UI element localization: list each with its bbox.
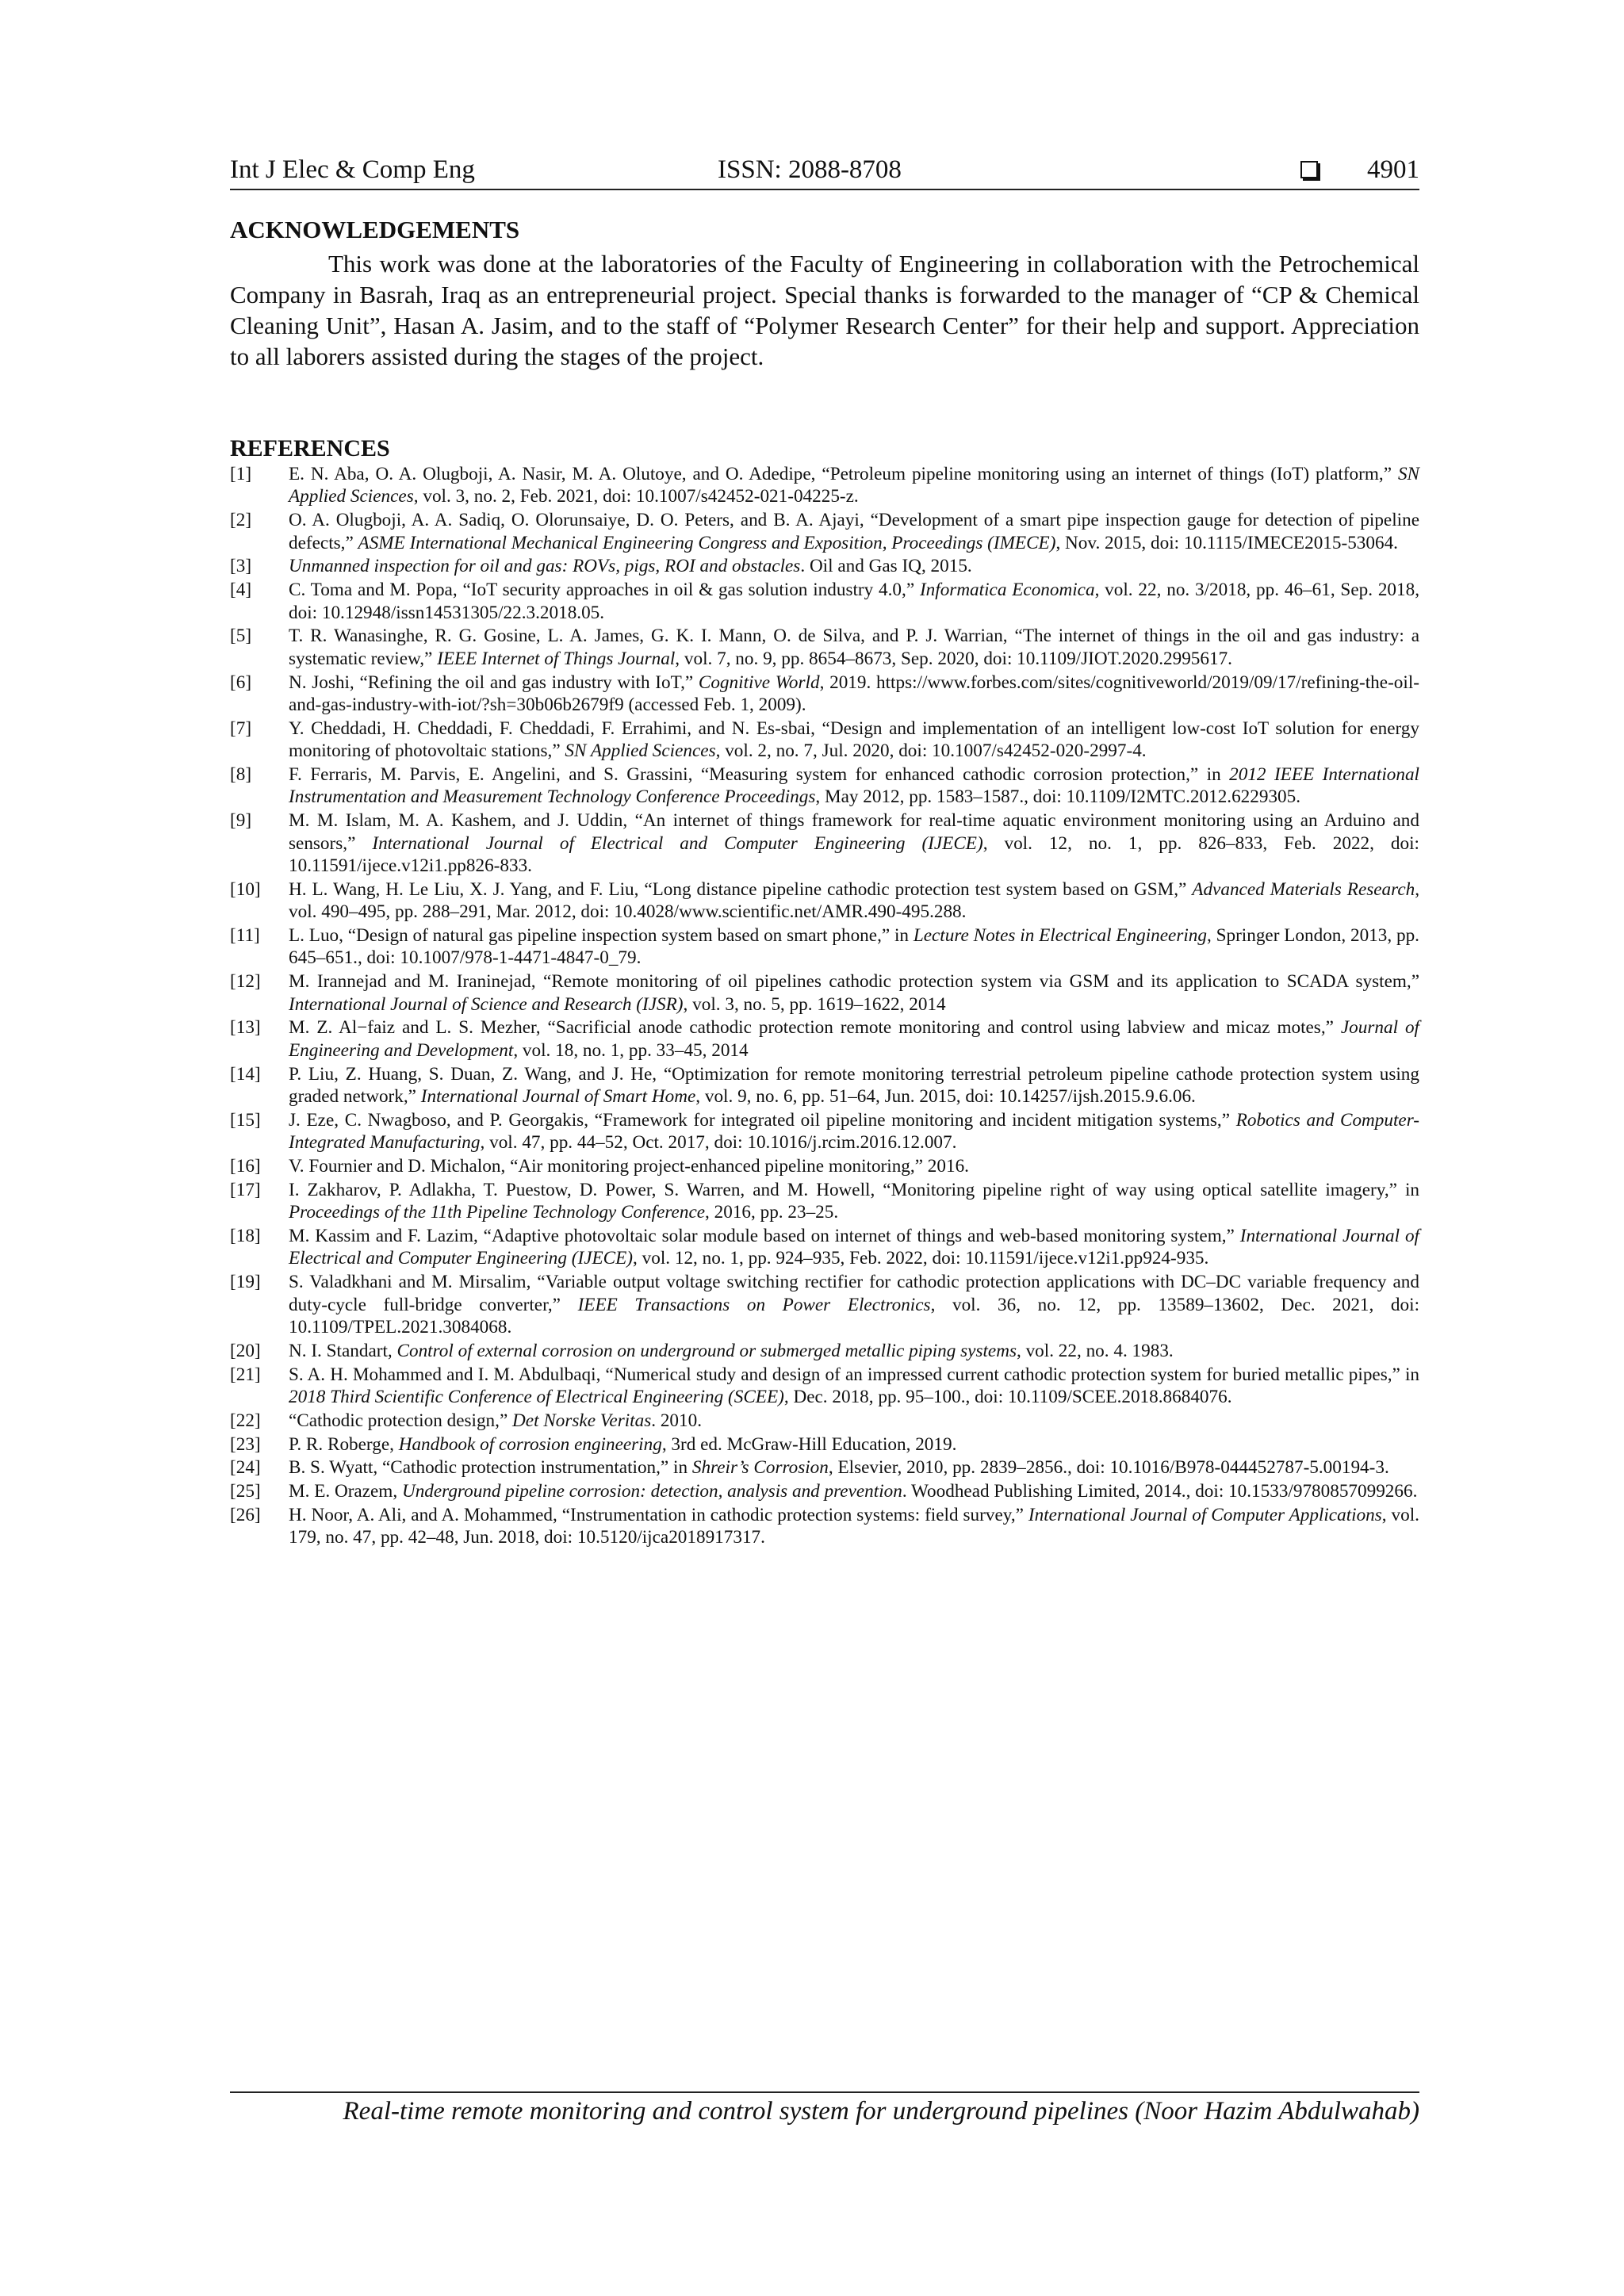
reference-text-part: , vol. 7, no. 9, pp. 8654–8673, Sep. 2020, doi: 10.1109/JIOT.2020.2995617. [675,648,1232,669]
reference-source-title: Advanced Materials Research [1192,878,1415,900]
acknowledgements-text: This work was done at the laboratories of the Faculty of Engineering in collaboration with the Petrochemical Company in Basrah, Iraq as an entrepreneurial project. Special thanks is forwarded to the manager of “CP & Chemical Cleaning Unit”, Hasan A. Jasim, and to the staff of “Polymer Research Center” for their help and support. Appreciation to all laborers assisted during the stages of the project. [230,250,1419,370]
reference-text [289,1109,1419,1154]
reference-text-part: O. A. Olugboji, A. A. Sadiq, O. Olorunsaiye, D. O. Peters, and B. A. Ajayi, “Development of a smart pipe inspection gauge for detection of pipeline defects,” [289,510,1419,553]
reference-text-part: F. Ferraris, M. Parvis, E. Angelini, and S. Grassini, “Measuring system for enhanced cathodic corrosion protection,” in [289,764,1230,786]
reference-number: [22] [230,1410,261,1431]
reference-text-part: , vol. 18, no. 1, pp. 33–45, 2014 [513,1039,749,1061]
reference-number: [19] [230,1272,261,1293]
reference-list [230,463,1419,1550]
reference-source-title: SN Applied Sciences [565,740,716,762]
reference-source-title: Lecture Notes in Electrical Engineering [913,925,1207,947]
reference-text-part: , vol. 2, no. 7, Jul. 2020, doi: 10.1007/s42452-020-2997-4. [715,740,1147,762]
reference-source-title: International Journal of Smart Home [420,1086,696,1108]
reference-number: [6] [230,672,252,693]
reference-source-title: Cognitive World [698,672,820,693]
reference-source-title: International Journal of Electrical and Computer Engineering (IJECE) [372,832,983,854]
reference-source-title: SN Applied Sciences [289,464,1419,507]
reference-text [289,1504,1419,1549]
page-footer: Real-time remote monitoring and control system for underground pipelines (Noor Hazim Abdulwahab) [343,2097,1419,2126]
reference-item [230,1480,1419,1502]
reference-number: [4] [230,580,252,601]
reference-text-part: , 2016, pp. 23–25. [705,1202,839,1223]
reference-source-title: International Journal of Computer Applications [1028,1505,1382,1526]
reference-number: [8] [230,764,252,786]
reference-text-part: . 2010. [651,1410,702,1431]
reference-text-part: N. Joshi, “Refining the oil and gas industry with IoT,” [289,672,699,693]
reference-item [230,1364,1419,1409]
reference-number: [7] [230,718,252,739]
reference-text-part: , Nov. 2015, doi: 10.1115/IMECE2015-53064. [1055,532,1398,553]
reference-item [230,1340,1419,1362]
reference-number: [9] [230,810,252,832]
footer-divider [230,2091,1419,2093]
reference-text-part: S. Valadkhani and M. Mirsalim, “Variable output voltage switching rectifier for cathodic protection applications with DC–DC variable frequency and duty-cycle full-bridge converter,” [289,1272,1419,1315]
reference-text-part: M. Kassim and F. Lazim, “Adaptive photovoltaic solar module based on internet of things and web-based monitoring system,” [289,1226,1240,1247]
reference-item [230,509,1419,554]
reference-text-part: , vol. 179, no. 47, pp. 42–48, Jun. 2018, doi: 10.5120/ijca2018917317. [289,1505,1419,1548]
reference-number: [13] [230,1017,261,1039]
reference-text-part: , vol. 12, no. 1, pp. 924–935, Feb. 2022, doi: 10.11591/ijece.v12i1.pp924-935. [633,1248,1209,1269]
reference-item [230,924,1419,970]
page-header [230,151,1419,190]
issn: ISSN: 2088-8708 [718,155,902,184]
reference-text-part: M. Irannejad and M. Iraninejad, “Remote monitoring of oil pipelines cathodic protection system via GSM and its application to SCADA system,” [289,971,1419,993]
reference-text [289,579,1419,624]
reference-text [289,809,1419,877]
reference-item [230,1504,1419,1549]
reference-text-part: S. A. H. Mohammed and I. M. Abdulbaqi, “Numerical study and design of an impressed current cathodic protection system for buried metallic pipes,” in [289,1364,1419,1385]
reference-number: [21] [230,1364,261,1385]
reference-item [230,970,1419,1016]
reference-text-part: , vol. 490–495, pp. 288–291, Mar. 2012, doi: 10.4028/www.scientific.net/AMR.490-495.288. [289,878,1419,923]
reference-text-part: Y. Cheddadi, H. Cheddadi, F. Cheddadi, F. Errahimi, and N. Es-sbai, “Design and implementation of an intelligent low-cost IoT solution for energy monitoring of photovoltaic stations,” [289,718,1419,762]
reference-text-part: , vol. 22, no. 4. 1983. [1016,1340,1174,1361]
reference-text-part: M. E. Orazem, [289,1481,402,1502]
reference-number: [25] [230,1481,261,1502]
reference-text-part: I. Zakharov, P. Adlakha, T. Puestow, D. Power, S. Warren, and M. Howell, “Monitoring pipeline right of way using optical satellite imagery,” in [289,1179,1419,1200]
reference-item [230,1410,1419,1432]
reference-text-part: M. Z. Al−faiz and L. S. Mezher, “Sacrificial anode cathodic protection remote monitoring and control using labview and micaz motes,” [289,1017,1341,1039]
reference-text-part: , vol. 22, no. 3/2018, pp. 46–61, Sep. 2018, doi: 10.12948/issn14531305/22.3.2018.05. [289,580,1419,623]
reference-text [289,763,1419,809]
reference-source-title: ASME International Mechanical Engineering Congress and Exposition, Proceedings (IMECE) [358,532,1056,553]
reference-text [289,1456,1419,1479]
square-box-icon [1300,161,1318,178]
reference-text-part: , vol. 36, no. 12, pp. 13589–13602, Dec. 2021, doi: 10.1109/TPEL.2021.3084068. [289,1294,1420,1338]
reference-text-part: E. N. Aba, O. A. Olugboji, A. Nasir, M. A. Olutoye, and O. Adedipe, “Petroleum pipeline monitoring using an internet of things (IoT) platform,” [289,464,1398,484]
reference-source-title: 2012 IEEE International Instrumentation and Measurement Technology Conference Proceedings [289,764,1419,808]
reference-text [289,878,1419,924]
reference-text-part: B. S. Wyatt, “Cathodic protection instrumentation,” in [289,1457,692,1479]
reference-number: [2] [230,510,252,531]
reference-text [289,970,1419,1016]
reference-source-title: IEEE Transactions on Power Electronics [577,1294,931,1315]
reference-item [230,1109,1419,1154]
reference-text-part: , Springer London, 2013, pp. 645–651., doi: 10.1007/978-1-4471-4847-0_79. [289,925,1419,969]
reference-number: [1] [230,464,252,484]
page-number: 4901 [1367,155,1419,184]
reference-number: [3] [230,556,252,577]
reference-item [230,1456,1419,1479]
reference-source-title: Underground pipeline corrosion: detection, analysis and prevention [401,1481,902,1502]
reference-source-title: International Journal of Electrical and Computer Engineering (IJECE) [289,1226,1419,1269]
reference-item [230,1271,1419,1338]
reference-text-part: . Woodhead Publishing Limited, 2014., doi: 10.1533/9780857099266. [902,1481,1418,1502]
reference-text-part: L. Luo, “Design of natural gas pipeline inspection system based on smart phone,” in [289,925,914,947]
reference-text [289,1063,1419,1108]
reference-source-title: International Journal of Science and Research (IJSR) [289,993,684,1015]
reference-text [289,1410,1419,1432]
reference-number: [17] [230,1179,261,1200]
reference-source-title: Handbook of corrosion engineering [398,1433,662,1455]
reference-text-part: “Cathodic protection design,” [289,1410,513,1431]
reference-item [230,579,1419,624]
reference-item [230,718,1419,763]
reference-number: [26] [230,1505,261,1526]
reference-source-title: Control of external corrosion on underground or submerged metallic piping systems [396,1340,1017,1361]
reference-text-part: , vol. 9, no. 6, pp. 51–64, Jun. 2015, doi: 10.14257/ijsh.2015.9.6.06. [695,1086,1196,1108]
journal-name: Int J Elec & Comp Eng [230,155,475,184]
reference-item [230,672,1419,717]
reference-item [230,1433,1419,1456]
reference-text [289,1271,1419,1338]
reference-text-part: V. Fournier and D. Michalon, “Air monitoring project-enhanced pipeline monitoring,” 2016. [289,1156,969,1177]
reference-source-title: Shreir’s Corrosion [691,1457,829,1479]
reference-source-title: Unmanned inspection for oil and gas: ROVs, pigs, ROI and obstacles [289,556,801,577]
reference-text [289,1364,1419,1409]
reference-text [289,463,1419,508]
acknowledgements-heading: ACKNOWLEDGEMENTS [230,216,520,243]
reference-text [289,924,1419,970]
reference-text [289,509,1419,554]
reference-number: [14] [230,1063,261,1085]
reference-text-part: , 2019. https://www.forbes.com/sites/cognitiveworld/2019/09/17/refining-the-oil-and-gas-industry-with-iot/?sh=30b06b2679f9 (accessed Feb. 1, 2009). [289,672,1419,716]
reference-item [230,878,1419,924]
reference-text-part: T. R. Wanasinghe, R. G. Gosine, L. A. James, G. K. I. Mann, O. de Silva, and P. J. Warrian, “The internet of things in the oil and gas industry: a systematic review,” [289,626,1419,669]
reference-number: [23] [230,1433,261,1455]
reference-text-part: J. Eze, C. Nwagboso, and P. Georgakis, “Framework for integrated oil pipeline monitoring and incident mitigation systems,” [289,1109,1236,1131]
reference-number: [5] [230,626,252,647]
reference-text [289,625,1419,670]
reference-item [230,1063,1419,1108]
reference-text-part: H. Noor, A. Ali, and A. Mohammed, “Instrumentation in cathodic protection systems: field survey,” [289,1505,1028,1526]
reference-text [289,1155,1419,1177]
reference-item [230,1155,1419,1177]
reference-text [289,1179,1419,1224]
reference-item [230,1225,1419,1270]
reference-text [289,1225,1419,1270]
reference-source-title: IEEE Internet of Things Journal [437,648,676,669]
reference-text [289,1016,1419,1062]
reference-text-part: , vol. 3, no. 5, pp. 1619–1622, 2014 [683,993,946,1015]
reference-source-title: Det Norske Veritas [512,1410,652,1431]
reference-text-part: . Oil and Gas IQ, 2015. [800,556,972,577]
reference-item [230,1016,1419,1062]
reference-text [289,1480,1419,1502]
references-heading: REFERENCES [230,435,390,461]
reference-number: [12] [230,971,261,993]
reference-item [230,463,1419,508]
reference-text-part: M. M. Islam, M. A. Kashem, and J. Uddin, “An internet of things framework for real-time aquatic environment monitoring using an Arduino and sensors,” [289,810,1419,854]
reference-item [230,763,1419,809]
reference-text-part: N. I. Standart, [289,1340,397,1361]
reference-number: [16] [230,1156,261,1177]
reference-number: [11] [230,925,260,947]
reference-text [289,718,1419,763]
reference-text-part: P. Liu, Z. Huang, S. Duan, Z. Wang, and J. He, “Optimization for remote monitoring terrestrial petroleum pipeline cathode protection system using graded network,” [289,1063,1419,1108]
reference-text-part: , vol. 3, no. 2, Feb. 2021, doi: 10.1007/s42452-021-04225-z. [413,486,859,507]
reference-text-part: , vol. 12, no. 1, pp. 826–833, Feb. 2022, doi: 10.11591/ijece.v12i1.pp826-833. [289,832,1419,877]
reference-text-part: , vol. 47, pp. 44–52, Oct. 2017, doi: 10.1016/j.rcim.2016.12.007. [480,1132,957,1154]
reference-number: [20] [230,1340,261,1361]
reference-text [289,672,1419,717]
reference-text-part: , 3rd ed. McGraw-Hill Education, 2019. [661,1433,957,1455]
reference-source-title: Robotics and Computer-Integrated Manufacturing [289,1109,1419,1154]
reference-source-title: Proceedings of the 11th Pipeline Technology Conference [289,1202,706,1223]
reference-text-part: P. R. Roberge, [289,1433,399,1455]
reference-text-part: H. L. Wang, H. Le Liu, X. J. Yang, and F. Liu, “Long distance pipeline cathodic protection test system based on GSM,” [289,878,1193,900]
reference-text [289,555,1419,577]
reference-number: [10] [230,878,261,900]
reference-number: [24] [230,1457,261,1479]
reference-item [230,809,1419,877]
reference-text-part: C. Toma and M. Popa, “IoT security approaches in oil & gas solution industry 4.0,” [289,580,920,601]
reference-text [289,1433,1419,1456]
reference-text-part: , Dec. 2018, pp. 95–100., doi: 10.1109/SCEE.2018.8684076. [783,1387,1232,1408]
page-number-group [1300,151,1419,189]
reference-item [230,625,1419,670]
reference-number: [15] [230,1109,261,1131]
reference-source-title: 2018 Third Scientific Conference of Electrical Engineering (SCEE) [289,1387,784,1408]
reference-item [230,555,1419,577]
reference-number: [18] [230,1226,261,1247]
reference-text-part: , Elsevier, 2010, pp. 2839–2856., doi: 10.1016/B978-044452787-5.00194-3. [828,1457,1389,1479]
reference-text-part: , May 2012, pp. 1583–1587., doi: 10.1109/I2MTC.2012.6229305. [815,786,1301,808]
reference-item [230,1179,1419,1224]
reference-text [289,1340,1419,1362]
reference-source-title: Informatica Economica [919,580,1095,601]
reference-source-title: Journal of Engineering and Development [289,1017,1419,1061]
